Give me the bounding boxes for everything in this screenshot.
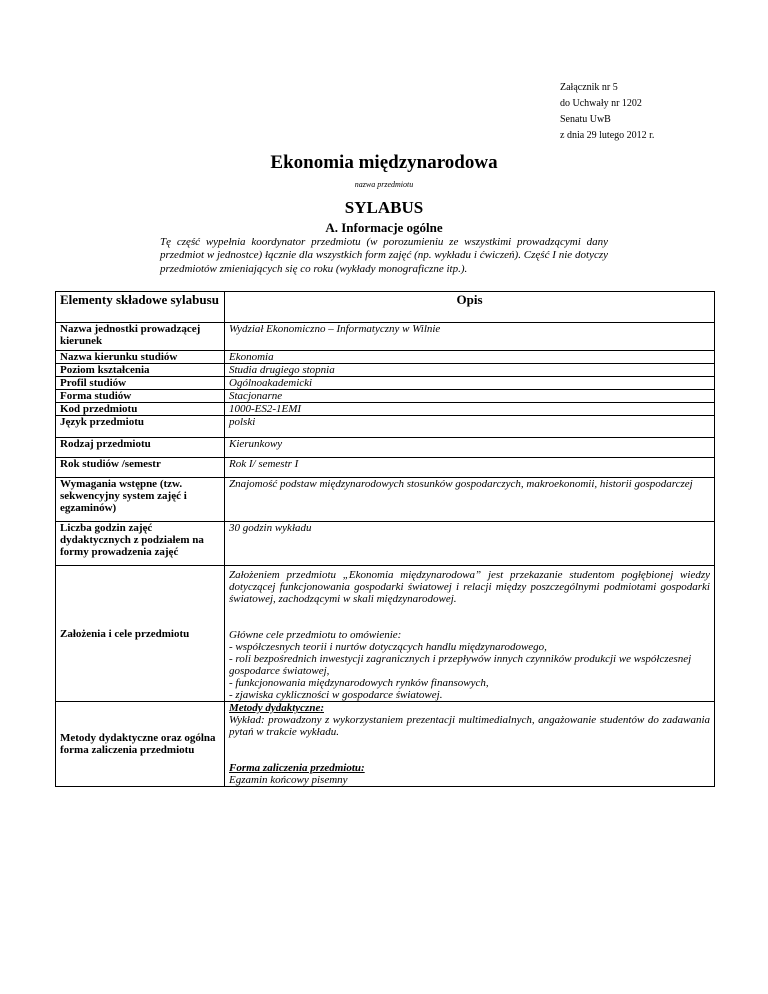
unit-label: Nazwa jednostki prowadzącej kierunek (56, 323, 225, 351)
goals-label-text: Założenia i cele przedmiotu (60, 627, 190, 640)
prereq-value: Znajomość podstaw międzynarodowych stosunków gospodarczych, makroekonomii, historii gospodarczej (225, 478, 715, 522)
table-row (56, 416, 715, 438)
syllabus-title: SYLABUS (344, 198, 424, 217)
table-row (56, 458, 715, 478)
prereq-label: Wymagania wstępne (tzw. sekwencyjny system zajęć i egzaminów) (56, 478, 225, 522)
table-header-row (56, 292, 715, 323)
course-title: Ekonomia międzynarodowa (270, 152, 498, 173)
header-description: Opis (225, 292, 715, 323)
goals-value (225, 566, 715, 702)
goals-item: - funkcjonowania międzynarodowych rynków finansowych, (229, 677, 489, 689)
methods-heading: Metody dydaktyczne: (229, 702, 324, 714)
field-label: Nazwa kierunku studiów (56, 351, 225, 364)
field-value: Ekonomia (225, 351, 715, 364)
credit-heading: Forma zaliczenia przedmiotu: (229, 762, 365, 774)
annex-line-1: Załącznik nr 5 (560, 82, 618, 93)
hours-label: Liczba godzin zajęć dydaktycznych z podziałem na formy prowadzenia zajęć (56, 522, 225, 566)
table-row (56, 390, 715, 403)
table-row (56, 351, 715, 364)
level-value: Studia drugiego stopnia (225, 364, 715, 377)
goals-lead: Główne cele przedmiotu to omówienie: (229, 629, 402, 641)
section-a-heading: A. Informacje ogólne (325, 220, 443, 235)
goals-item: - współczesnych teorii i nurtów dotyczących handlu międzynarodowego, (229, 641, 547, 653)
profile-label: Profil studiów (56, 377, 225, 390)
annex-note (560, 80, 654, 144)
syllabus-table (55, 291, 715, 787)
code-value: 1000-ES2-1EMI (225, 403, 715, 416)
form-value: Stacjonarne (225, 390, 715, 403)
methods-value (225, 702, 715, 787)
annex-line-3: Senatu UwB (560, 114, 611, 125)
methods-text: Wykład: prowadzony z wykorzystaniem prezentacji multimedialnych, angażowanie studentów do zadawania pytań w trakcie wykładu. (229, 714, 710, 738)
table-row (56, 478, 715, 522)
course-caption: nazwa przedmiotu (354, 180, 414, 189)
hours-value: 30 godzin wykładu (225, 522, 715, 566)
unit-value: Wydział Ekonomiczno – Informatyczny w Wilnie (225, 323, 715, 351)
goals-intro: Założeniem przedmiotu „Ekonomia międzynarodowa” jest przekazanie studentom pogłębionej wiedzy dotyczącej funkcjonowania gospodarki światowej i relacji między poszczególnymi podmiotami gospodarki światowej, zachodzącymi w skali międzynarodowej. (229, 569, 710, 605)
table-row (56, 566, 715, 702)
table-row (56, 377, 715, 390)
profile-value: Ogólnoakademicki (225, 377, 715, 390)
year-label: Rok studiów /semestr (56, 458, 225, 478)
methods-label (56, 702, 225, 787)
table-row (56, 522, 715, 566)
table-row (56, 403, 715, 416)
credit-text: Egzamin końcowy pisemny (229, 774, 348, 786)
header-elements: Elementy składowe sylabusu (56, 292, 225, 323)
language-label: Język przedmiotu (56, 416, 225, 438)
section-a-intro: Tę część wypełnia koordynator przedmiotu (w porozumieniu ze wszystkimi prowadzącymi dany przedmiot w jednostce) łącznie dla wszystkich form zajęć (np. wykładu i ćwiczeń). Część I nie dotyczy przedmiotów zmieniających się co roku (wykłady monograficzne itp.). (160, 236, 608, 275)
type-label: Rodzaj przedmiotu (56, 438, 225, 458)
code-label: Kod przedmiotu (56, 403, 225, 416)
table-row (56, 364, 715, 377)
table-row (56, 702, 715, 787)
language-value: polski (225, 416, 715, 438)
goals-item: - roli bezpośrednich inwestycji zagranicznych i przepływów innych czynników produkcji we współczesnej gospodarce światowej, (229, 653, 692, 677)
annex-line-4: z dnia 29 lutego 2012 r. (560, 130, 655, 141)
year-value: Rok I/ semestr I (225, 458, 715, 478)
level-label: Poziom kształcenia (56, 364, 225, 377)
table-row (56, 438, 715, 458)
annex-line-2: do Uchwały nr 1202 (560, 98, 642, 109)
form-label: Forma studiów (56, 390, 225, 403)
goals-label (56, 566, 225, 702)
methods-label-text: Metody dydaktyczne oraz ogólna forma zaliczenia przedmiotu (60, 732, 216, 756)
table-row (56, 323, 715, 351)
goals-item: - zjawiska cykliczności w gospodarce światowej. (229, 689, 443, 701)
type-value: Kierunkowy (225, 438, 715, 458)
